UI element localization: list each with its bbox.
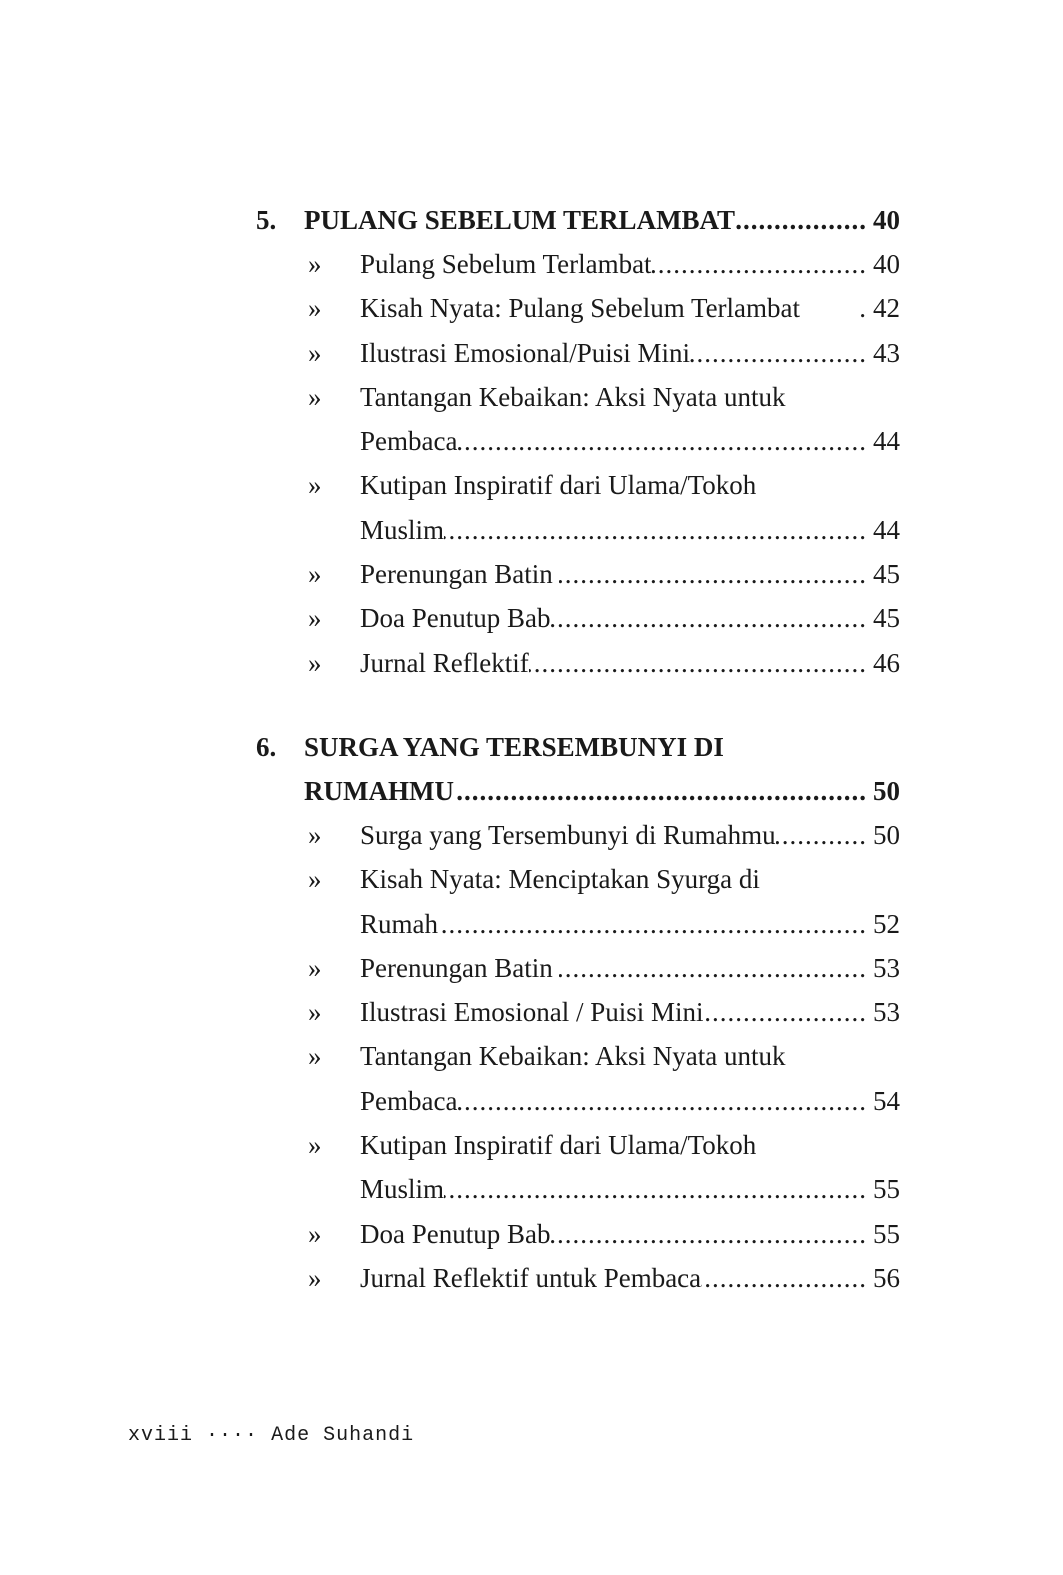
entry-label: Perenungan Batin: [360, 559, 560, 590]
chapter-title: PULANG SEBELUM TERLAMBAT: [304, 205, 736, 235]
dot-leader: [735, 198, 867, 242]
toc-entry-continuation[interactable]: [256, 508, 900, 552]
entry-page-number: 43: [873, 337, 900, 368]
bullet-icon: »: [308, 337, 322, 368]
bullet-icon: »: [308, 559, 322, 590]
entry-page-number: 45: [873, 559, 900, 590]
toc-entry[interactable]: [256, 596, 900, 640]
toc-entry[interactable]: [256, 331, 900, 375]
bullet-icon: »: [308, 1262, 322, 1293]
entry-label: Jurnal Reflektif: [360, 647, 529, 678]
toc-entry-continuation[interactable]: [256, 1167, 900, 1211]
chapter-page-number: 40: [873, 205, 900, 235]
dot-leader: [550, 1212, 867, 1256]
dot-leader: [550, 596, 867, 640]
entry-label: Tantangan Kebaikan: Aksi Nyata untuk: [360, 1041, 786, 1072]
toc-entry[interactable]: [256, 242, 900, 286]
entry-page-number: 45: [873, 603, 900, 634]
entry-page-number: 53: [873, 952, 900, 983]
toc-entry[interactable]: [256, 463, 900, 507]
entry-page-number: 56: [873, 1262, 900, 1293]
entry-page-number: 40: [873, 249, 900, 279]
entry-label: Doa Penutup Bab: [360, 603, 551, 634]
bullet-icon: »: [308, 470, 322, 501]
bullet-icon: »: [308, 1041, 322, 1072]
bullet-icon: »: [308, 647, 322, 678]
entry-label: Muslim: [360, 514, 445, 545]
bullet-icon: »: [308, 381, 322, 412]
entry-label: Pembaca: [360, 1085, 458, 1116]
bullet-icon: »: [308, 603, 322, 634]
bullet-icon: »: [308, 820, 322, 850]
chapter-number: 5.: [256, 205, 277, 235]
entry-label: Pulang Sebelum Terlambat: [360, 249, 652, 279]
toc-entry[interactable]: [256, 641, 900, 685]
entry-page-number: 44: [873, 426, 900, 457]
entry-page-number: 55: [873, 1174, 900, 1205]
chapter-page-number: 50: [873, 776, 900, 806]
chapter-heading-continuation[interactable]: [256, 769, 900, 813]
toc-entry-continuation[interactable]: [256, 1079, 900, 1123]
toc-entry[interactable]: [256, 1212, 900, 1256]
entry-label: Pembaca: [360, 426, 458, 457]
dot-leader: [529, 641, 867, 685]
bullet-icon: »: [308, 864, 322, 895]
chapter-number: 6.: [256, 732, 277, 762]
dot-leader: [559, 946, 867, 990]
bullet-icon: »: [308, 952, 322, 983]
bullet-icon: »: [308, 997, 322, 1028]
dot-leader: [444, 508, 867, 552]
toc-entry[interactable]: [256, 375, 900, 419]
entry-page-number: 46: [873, 647, 900, 678]
page-footer: [128, 1424, 414, 1447]
dot-leader: [457, 419, 867, 463]
footer-author: Ade Suhandi: [271, 1424, 415, 1447]
chapter-title: RUMAHMU: [304, 776, 454, 806]
entry-page-number: 42: [873, 293, 900, 324]
entry-label: Kutipan Inspiratif dari Ulama/Tokoh: [360, 1130, 757, 1161]
toc-entry[interactable]: [256, 813, 900, 857]
toc-entry[interactable]: [256, 1256, 900, 1300]
toc-entry-continuation[interactable]: [256, 419, 900, 463]
dot-leader: [652, 242, 867, 286]
entry-label: Kisah Nyata: Menciptakan Syurga di: [360, 864, 760, 895]
footer-separator: ····: [206, 1424, 259, 1447]
entry-label: Jurnal Reflektif untuk Pembaca: [360, 1262, 702, 1293]
toc-entry[interactable]: [256, 1123, 900, 1167]
entry-page-number: 53: [873, 997, 900, 1028]
dot-leader: [690, 331, 867, 375]
bullet-icon: »: [308, 1130, 322, 1161]
entry-page-number: 55: [873, 1218, 900, 1249]
entry-label: Ilustrasi Emosional/Puisi Mini: [360, 337, 691, 368]
toc-entry[interactable]: [256, 286, 900, 330]
entry-page-number: 54: [873, 1085, 900, 1116]
entry-label: Kisah Nyata: Pulang Sebelum Terlambat: [360, 293, 801, 324]
entry-label: Muslim: [360, 1174, 445, 1205]
dot-leader: [444, 1167, 867, 1211]
entry-label: Ilustrasi Emosional / Puisi Mini: [360, 997, 704, 1028]
bullet-icon: »: [308, 293, 322, 324]
entry-label: Tantangan Kebaikan: Aksi Nyata untuk: [360, 381, 786, 412]
toc-entry[interactable]: [256, 990, 900, 1034]
dot-leader: [776, 813, 867, 857]
toc-entry[interactable]: [256, 552, 900, 596]
toc-entry-continuation[interactable]: [256, 902, 900, 946]
entry-label: Doa Penutup Bab: [360, 1218, 551, 1249]
entry-label: Rumah: [360, 908, 438, 939]
dot-leader: [701, 1256, 867, 1300]
dot-leader: [800, 286, 867, 330]
entry-label: Surga yang Tersembunyi di Rumahmu: [360, 820, 776, 850]
chapter-6: [256, 725, 900, 1300]
bullet-icon: »: [308, 249, 322, 279]
entry-page-number: 52: [873, 908, 900, 939]
entry-label: Perenungan Batin: [360, 952, 560, 983]
dot-leader: [704, 990, 867, 1034]
footer-page-number: xviii: [128, 1424, 194, 1447]
dot-leader: [454, 769, 867, 813]
chapter-heading[interactable]: [256, 725, 900, 769]
toc-entry[interactable]: [256, 946, 900, 990]
entry-label: Kutipan Inspiratif dari Ulama/Tokoh: [360, 470, 757, 501]
dot-leader: [438, 902, 867, 946]
entry-page-number: 50: [873, 820, 900, 850]
toc-entry[interactable]: [256, 1034, 900, 1078]
entry-page-number: 44: [873, 514, 900, 545]
chapter-title: SURGA YANG TERSEMBUNYI DI: [304, 732, 724, 762]
chapter-5: [256, 198, 900, 685]
dot-leader: [559, 552, 867, 596]
dot-leader: [457, 1079, 867, 1123]
toc-entry[interactable]: [256, 857, 900, 901]
bullet-icon: »: [308, 1218, 322, 1249]
chapter-heading[interactable]: [256, 198, 900, 242]
